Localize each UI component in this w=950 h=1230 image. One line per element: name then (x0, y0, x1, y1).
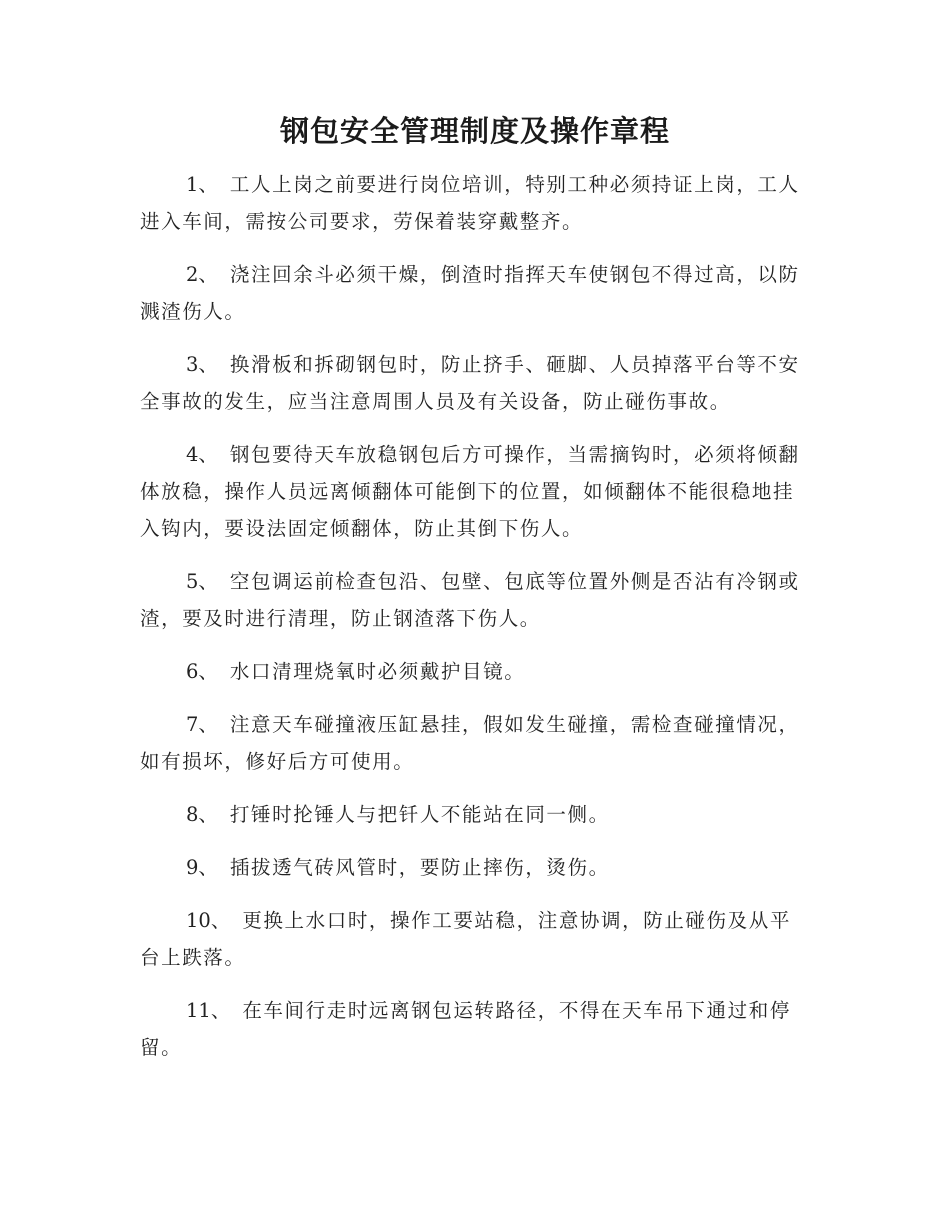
clause-item (140, 849, 808, 886)
clause-text: 空包调运前检查包沿、包壁、包底等位置外侧是否沾有冷钢或渣，要及时进行清理，防止钢渣落下伤人。 (140, 570, 800, 630)
clause-text: 水口清理烧氧时必须戴护目镜。 (229, 660, 526, 683)
clause-item (140, 436, 808, 547)
clause-number: 1、 (186, 173, 218, 196)
clause-item (140, 166, 808, 240)
clause-item (140, 346, 808, 420)
clause-number: 10、 (186, 909, 231, 932)
clause-number: 11、 (186, 999, 231, 1022)
clause-item (140, 992, 808, 1066)
document-title: 钢包安全管理制度及操作章程 (279, 114, 670, 148)
clause-number: 2、 (186, 263, 218, 286)
clause-item (140, 796, 808, 833)
clause-item (140, 706, 808, 780)
clause-text: 更换上水口时，操作工要站稳，注意协调，防止碰伤及从平台上跌落。 (140, 909, 791, 969)
clause-number: 5、 (186, 570, 218, 593)
clause-number: 7、 (186, 713, 218, 736)
clause-item (140, 563, 808, 637)
clause-text: 注意天车碰撞液压缸悬挂，假如发生碰撞，需检查碰撞情况，如有损坏，修好后方可使用。 (140, 713, 800, 773)
clause-text: 钢包要待天车放稳钢包后方可操作，当需摘钩时，必须将倾翻体放稳，操作人员远离倾翻体可能倒下的位置，如倾翻体不能很稳地挂入钩内，要设法固定倾翻体，防止其倒下伤人。 (140, 443, 800, 540)
clause-number: 3、 (186, 353, 218, 376)
clause-text: 打锤时抡锤人与把钎人不能站在同一侧。 (229, 803, 610, 826)
clause-text: 插拔透气砖风管时，要防止摔伤，烫伤。 (229, 856, 610, 879)
clause-item (140, 256, 808, 330)
clause-list (140, 166, 808, 1082)
clause-text: 工人上岗之前要进行岗位培训，特别工种必须持证上岗，工人进入车间，需按公司要求，劳保着装穿戴整齐。 (140, 173, 800, 233)
clause-number: 8、 (186, 803, 218, 826)
clause-number: 6、 (186, 660, 218, 683)
clause-text: 在车间行走时远离钢包运转路径，不得在天车吊下通过和停留。 (140, 999, 791, 1059)
clause-item (140, 653, 808, 690)
clause-text: 换滑板和拆砌钢包时，防止挤手、砸脚、人员掉落平台等不安全事故的发生，应当注意周围人员及有关设备，防止碰伤事故。 (140, 353, 800, 413)
clause-number: 9、 (186, 856, 218, 879)
clause-text: 浇注回余斗必须干燥，倒渣时指挥天车使钢包不得过高，以防溅渣伤人。 (140, 263, 800, 323)
clause-item (140, 902, 808, 976)
clause-number: 4、 (186, 443, 218, 466)
